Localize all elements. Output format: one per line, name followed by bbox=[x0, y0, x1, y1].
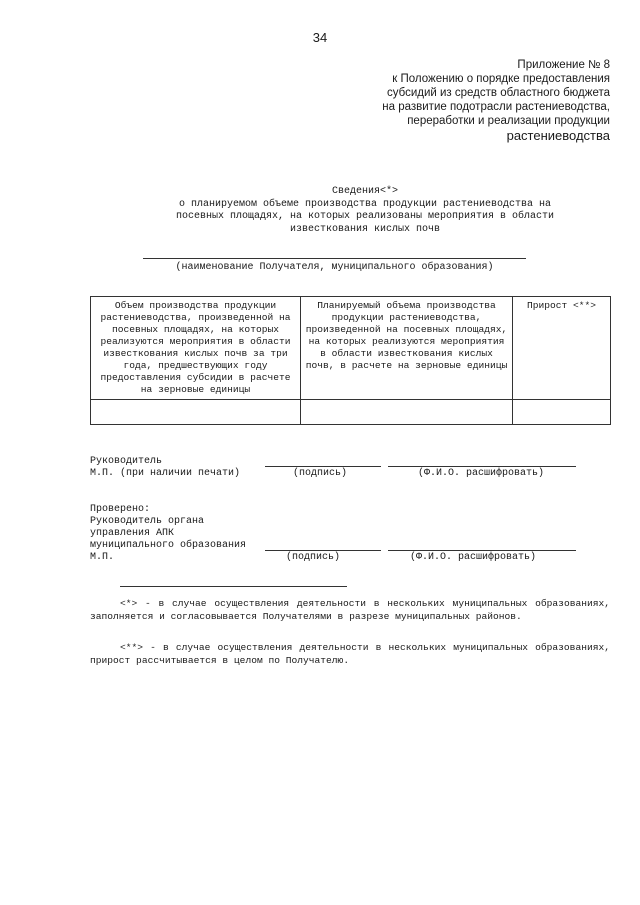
head-label: Руководитель bbox=[90, 456, 163, 467]
recipient-fill-line[interactable] bbox=[143, 258, 526, 259]
seal-label: М.П. (при наличии печати) bbox=[90, 468, 241, 479]
title-line: о планируемом объеме производства продукции растениеводства на bbox=[178, 198, 552, 210]
table-header-cell: Объем производства продукции растениеводства, произведенной на посевных площадях, на которых реализуются мероприятия в области известкования кислых почв за три года, предшествующих году предоставления субсидии в расчете на зерновые единицы bbox=[91, 297, 301, 400]
title-line: известкования кислых почв bbox=[289, 223, 441, 235]
verified-name-caption: (Ф.И.О. расшифровать) bbox=[410, 552, 537, 563]
footnote: <**> - в случае осуществления деятельности в нескольких муниципальных образованиях, прирост рассчитывается в целом по Получателю. bbox=[90, 642, 610, 666]
title-heading: Сведения<*> bbox=[331, 186, 398, 197]
appendix-line: переработки и реализации продукции bbox=[407, 115, 610, 127]
signature-caption: (подпись) bbox=[293, 468, 348, 479]
name-caption: (Ф.И.О. расшифровать) bbox=[418, 468, 545, 479]
appendix-line: на развитие подотрасли растениеводства, bbox=[382, 101, 610, 113]
table-row bbox=[91, 400, 611, 425]
document-title bbox=[130, 186, 600, 236]
verified-line: управления АПК bbox=[90, 528, 175, 539]
appendix-header bbox=[310, 58, 610, 144]
footnote: <*> - в случае осуществления деятельности в нескольких муниципальных образованиях, заполняется и согласовывается Получателями в разрезе муниципальных районов. bbox=[90, 598, 610, 622]
signature-line[interactable] bbox=[265, 466, 381, 467]
verified-heading: Проверено: bbox=[90, 504, 151, 515]
verified-line: Руководитель органа bbox=[90, 516, 205, 527]
page-number: 34 bbox=[312, 30, 328, 45]
verified-line: муниципального образования bbox=[90, 540, 247, 551]
verified-signature-line[interactable] bbox=[265, 550, 381, 551]
appendix-line: Приложение № 8 bbox=[517, 59, 610, 71]
appendix-line: к Положению о порядке предоставления bbox=[392, 73, 610, 85]
title-line: посевных площадях, на которых реализованы мероприятия в области bbox=[175, 211, 555, 222]
appendix-line: растениеводства bbox=[506, 128, 610, 143]
verified-name-line[interactable] bbox=[388, 550, 576, 551]
table-header-cell: Планируемый объема производства продукции растениеводства, произведенной на посевных площадях, на которых реализуются мероприятия в области известкования кислых почв, в расчете на зерновые единицы bbox=[301, 297, 513, 400]
table-header-row bbox=[91, 297, 611, 400]
table-cell[interactable] bbox=[91, 400, 301, 425]
verified-signature-caption: (подпись) bbox=[286, 552, 341, 563]
table-cell[interactable] bbox=[513, 400, 611, 425]
table-header-cell: Прирост <**> bbox=[513, 297, 611, 400]
verified-seal-label: М.П. bbox=[90, 552, 115, 563]
production-table bbox=[90, 296, 611, 425]
footnote-separator bbox=[120, 586, 347, 587]
name-line[interactable] bbox=[388, 466, 576, 467]
appendix-line: субсидий из средств областного бюджета bbox=[386, 87, 610, 99]
table-cell[interactable] bbox=[301, 400, 513, 425]
recipient-caption: (наименование Получателя, муниципального образования) bbox=[175, 262, 494, 273]
